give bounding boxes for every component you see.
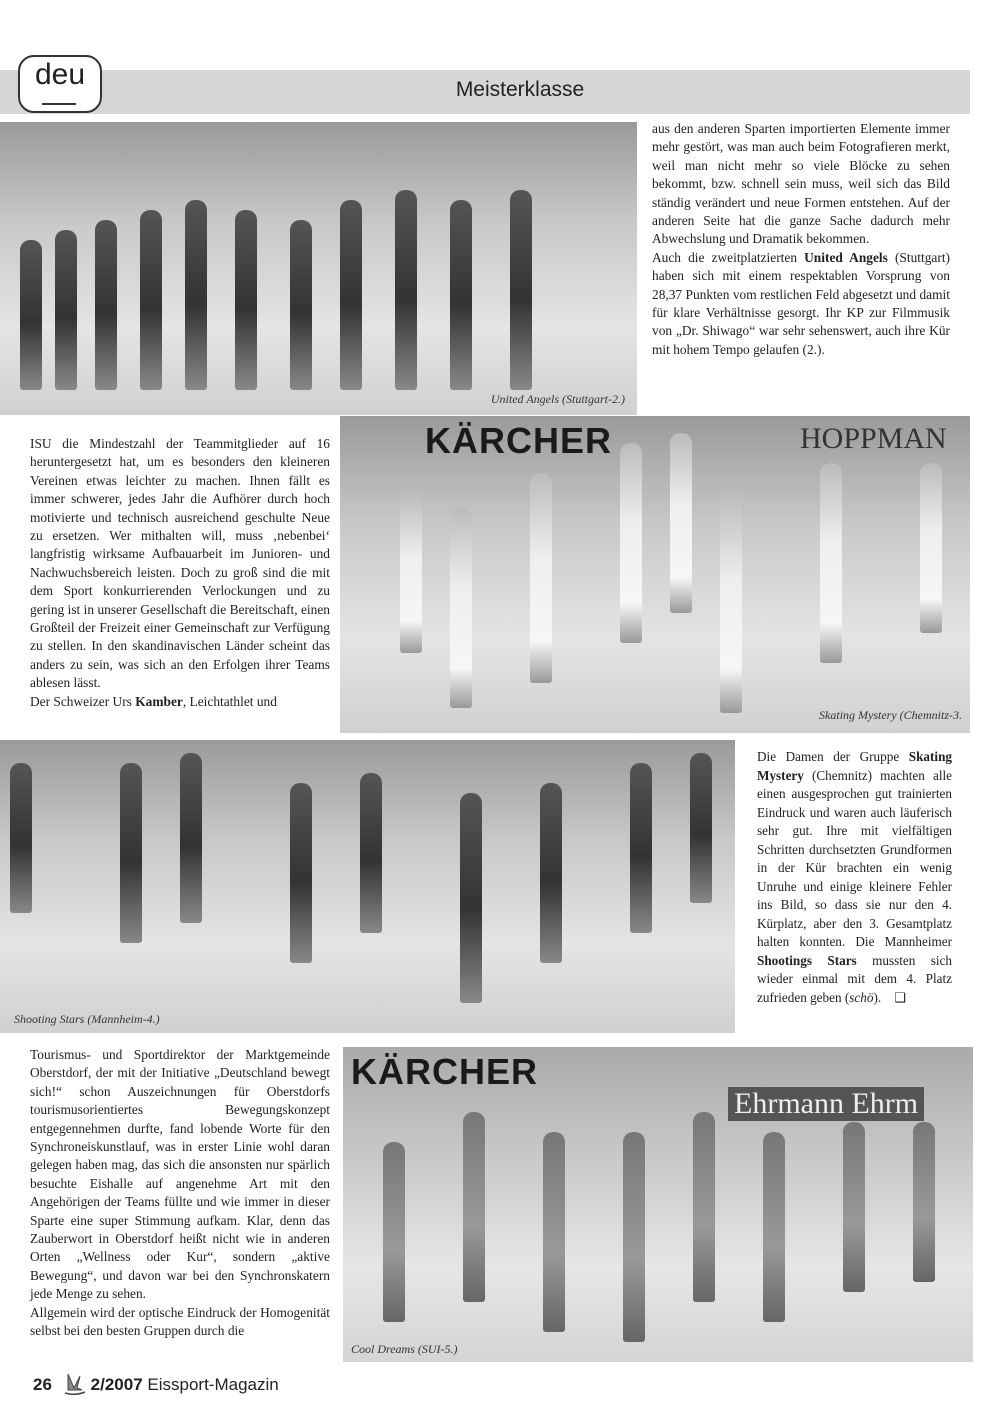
issue-number: 2/2007: [90, 1375, 143, 1394]
photo-caption: Cool Dreams (SUI-5.): [351, 1342, 458, 1356]
photo-caption: United Angels (Stuttgart-2.): [490, 392, 625, 406]
end-of-article-icon: ❑: [894, 989, 907, 1005]
banner-text: KÄRCHER: [425, 420, 612, 461]
page-number: 26: [33, 1375, 52, 1394]
skate-icon: [42, 100, 76, 105]
magazine-name: Eissport-Magazin: [147, 1375, 279, 1394]
banner-text: KÄRCHER: [351, 1051, 538, 1092]
photo-cool-dreams: [343, 1047, 973, 1362]
paragraph: Tourismus- und Sportdirektor der Marktgemeinde Oberstdorf, der mit der Initiative „Deutschland bewegt sich!“ schon Auszeichnungen für Oberstdorfs tourismusorientiertes Bewegungskonzept entgegennehmen durfte, fand lobende Worte für den Synchroneiskunstlauf, was in erster Linie wohl daran gelegen haben mag, das sich die ansonsten nur spärlich besuchte Eishalle auf angenehme Art mit den Angehörigen der Teams füllte und wie immer in dieser Sparte eine super Stimmung aufkam. Klar, denn das Zauberwort in Oberstdorf heißt nicht wie in anderen Orten „Wellness oder Kur“, sondern „aktive Bewegung“, und davon war bei den Synchronskatern jede Menge zu sehen.: [30, 1047, 330, 1302]
photo-caption: Skating Mystery (Chemnitz-3.: [819, 708, 962, 722]
skater-logo-icon: [62, 1370, 88, 1396]
paragraph: Allgemein wird der optische Eindruck der Homogenität selbst bei den besten Gruppen durch die: [30, 1304, 330, 1339]
paragraph: aus den anderen Sparten importierten Elemente immer mehr gestört, was man auch beim Fotografieren merkt, weil man nicht mehr so viele Blöcke zu sehen bekommt, bzw. schnell sein muss, weil sich das Bild ständig verändert und neue Formen entstehen. Auf der anderen Seite hat die ganze Sache dadurch mehr Abwechslung und Dramatik bekommen.: [652, 121, 950, 247]
article-column-mid-right: [757, 748, 952, 1007]
deu-logo: [18, 55, 102, 113]
banner-text: HOPPMAN: [800, 422, 947, 455]
paragraph: ISU die Mindestzahl der Teammitglieder auf 16 heruntergesetzt hat, um es besonders den kleineren Vereinen etwas leichter zu machen. Ihnen fällt es immer schwerer, jedes Jahr die Aufhörer durch hoch motivierte und technisch ausreichend geschulte Neue zu ersetzen. Wer mithalten will, muss ‚nebenbei‘ langfristig wirksame Aufbauarbeit im Junioren- und Nachwuchsbereich leisten. Doch zu groß sind die mit dem Sport konkurrierenden Verlockungen und zu gering ist in unserer Gesellschaft die Bereitschaft, einen Großteil der Freizeit einer Gemeinschaft zur Verfügung zu stellen. In den skandinavischen Länder scheint das anders zu sein, was sich an den Erfolgen ihrer Teams ablesen lässt.: [30, 436, 330, 691]
article-column-bottom-left: [30, 1046, 330, 1341]
banner-text: Ehrmann Ehrm: [728, 1087, 924, 1121]
article-column-mid-left: [30, 435, 330, 711]
logo-text: deu: [34, 58, 86, 91]
photo-united-angels: [0, 122, 637, 415]
paragraph: Auch die zweitplatzierten United Angels (Stuttgart) haben sich mit einem respektablen Vorsprung von 28,37 Punkten vom restlichen Feld abgesetzt und damit für klare Verhältnisse gesorgt. Ihr KP zur Filmmusik von „Dr. Shiwago“ war sehr sehenswert, auch ihre Kür mit hohem Tempo gelaufen (2.).: [652, 249, 951, 357]
photo-shooting-stars: [0, 740, 735, 1033]
article-column-top-right: [652, 120, 950, 359]
photo-caption: Shooting Stars (Mannheim-4.): [14, 1012, 160, 1026]
photo-skating-mystery: [340, 416, 970, 733]
section-title: Meisterklasse: [455, 78, 585, 101]
paragraph: Der Schweizer Urs Kamber, Leichtathlet und: [30, 693, 277, 709]
paragraph: Die Damen der Gruppe Skating Mystery (Chemnitz) machten alle einen ausgesprochen gut trainierten Eindruck und waren auch läuferisch sehr gut. Ihre mit vielfältigen Schritten durchsetzten Grundformen in der Kür brachten ein wenig Unruhe und einige kleinere Fehler ins Bild, so dass sie nur den 4. Kürplatz, aber den 3. Gesamtplatz halten konnten. Die Mannheimer Shootings Stars mussten sich wieder einmal mit dem 4. Platz zufrieden geben (schö). ❑: [757, 749, 952, 1005]
